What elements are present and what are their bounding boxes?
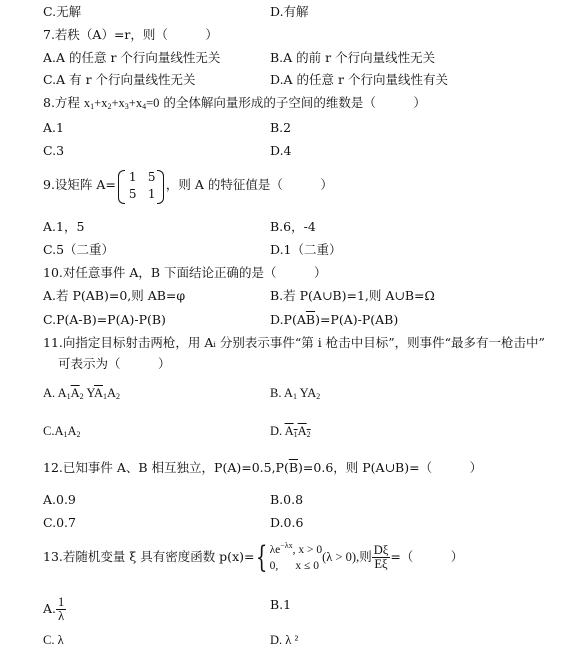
q10-option-a: A.若 P(AB)=0,则 AB=φ [43, 288, 186, 303]
matrix-cell: 1 [128, 169, 137, 184]
q8-equation: $x_1+x_2+x_3+x_4=0$ [83, 96, 160, 111]
fraction-denominator: λ [58, 609, 65, 623]
q10-option-b: B.若 P(A∪B)=1,则 A∪B=Ω [270, 288, 435, 303]
q13-stem-prefix: 13.若随机变量 ξ 具有密度函数 p(x)= [43, 549, 255, 564]
q12-stem-prefix: 12.已知事件 A、B 相互独立，P(A)=0.5,P( [43, 460, 289, 475]
q13-a-prefix: A. [43, 601, 57, 616]
q8-option-a: A.1 [43, 120, 64, 135]
q13-stem [43, 540, 463, 574]
q9-matrix [118, 170, 164, 202]
q6-option-c: C.无解 [43, 4, 82, 19]
q13-option-c: C. λ [43, 633, 64, 647]
q11-option-a: A. $A_1\overline{A}_2$ $Y\overline{A}_1A_2$ [43, 386, 121, 401]
matrix-cell: 5 [147, 169, 156, 184]
q12-stem-overline: $\overline{B}$ [288, 460, 299, 475]
q8-stem [43, 95, 426, 111]
q13-option-b: B.1 [270, 597, 292, 612]
q11-option-d: D. $A_1A_2$ [270, 424, 311, 439]
q8-option-c: C.3 [43, 143, 65, 158]
q13-stem-mid: (λ > 0),则 [322, 550, 372, 564]
q13-piecewise [270, 542, 323, 574]
q13-fraction [372, 544, 391, 571]
q7-option-a: A.A 的任意 r 个行向量线性无关 [43, 50, 221, 65]
q11-option-c: $C.A_1A_2$ [43, 424, 81, 439]
q13-case-2: 0, x ≤ 0 [269, 559, 319, 572]
q8-option-d: D.4 [270, 143, 292, 158]
q13-option-d: D. λ ² [270, 633, 299, 647]
fraction-numerator: Dξ [373, 543, 389, 557]
q9-stem-prefix: 9.设矩阵 A= [43, 177, 116, 192]
q10-stem: 10.对任意事件 A，B 下面结论正确的是（ ） [43, 265, 327, 280]
q6-option-d: D.有解 [270, 4, 309, 19]
q9-stem [43, 168, 333, 202]
q7-option-d: D.A 的任意 r 个行向量线性有关 [270, 72, 448, 87]
q12-stem [43, 460, 482, 476]
q12-option-a: A.0.9 [43, 492, 76, 507]
q9-option-b: B.6，-4 [270, 219, 316, 234]
matrix-cell: 5 [128, 186, 137, 201]
matrix-left-paren [118, 170, 125, 204]
q12-option-c: C.0.7 [43, 515, 76, 530]
q13-a-fraction [56, 596, 66, 623]
q8-option-b: B.2 [270, 120, 292, 135]
q11-stem-line1: 11.向指定目标射击两枪，用 Aᵢ 分别表示事件“第 i 枪击中目标”，则事件“最多有一枪击中” [43, 335, 545, 350]
q11-stem-line2: 可表示为（ ） [58, 356, 171, 371]
q11-option-b: B. $A_1$ $YA_2$ [270, 386, 321, 401]
q9-option-c: C.5（二重） [43, 242, 115, 257]
q13-option-a [43, 594, 66, 624]
matrix-cell: 1 [147, 186, 156, 201]
q8-stem-prefix: 8.方程 [43, 95, 84, 110]
q9-option-a: A.1，5 [43, 219, 85, 234]
q12-stem-suffix: )=0.6，则 P(A∪B)=（ ） [298, 460, 483, 475]
q7-option-b: B.A 的前 r 个行向量线性无关 [270, 50, 436, 65]
left-brace: { [256, 539, 268, 575]
q12-option-d: D.0.6 [270, 515, 304, 530]
q10-option-d [270, 312, 398, 328]
q10-d-prefix: D.P(A [270, 312, 306, 327]
matrix-right-paren [157, 170, 164, 204]
q9-stem-suffix: ，则 A 的特征值是（ ） [165, 177, 333, 192]
q8-stem-suffix: 的全体解向量形成的子空间的维数是（ ） [159, 95, 426, 110]
fraction-denominator: Eξ [374, 557, 388, 571]
q7-option-c: C.A 有 r 个行向量线性无关 [43, 72, 196, 87]
q10-option-c: C.P(A-B)=P(A)-P(B) [43, 312, 166, 327]
q13-case-1: $\lambda e^{-\lambda x}$, x > 0 [269, 540, 323, 556]
q10-d-overline: $\overline{B}$ [305, 312, 316, 327]
q12-option-b: B.0.8 [270, 492, 304, 507]
q7-stem: 7.若秩（A）=r，则（ ） [43, 27, 218, 42]
q13-stem-suffix: =（ ） [390, 549, 464, 564]
q10-d-suffix: )=P(A)-P(AB) [315, 312, 399, 327]
fraction-numerator: 1 [58, 595, 65, 609]
q9-option-d: D.1（二重） [270, 242, 342, 257]
